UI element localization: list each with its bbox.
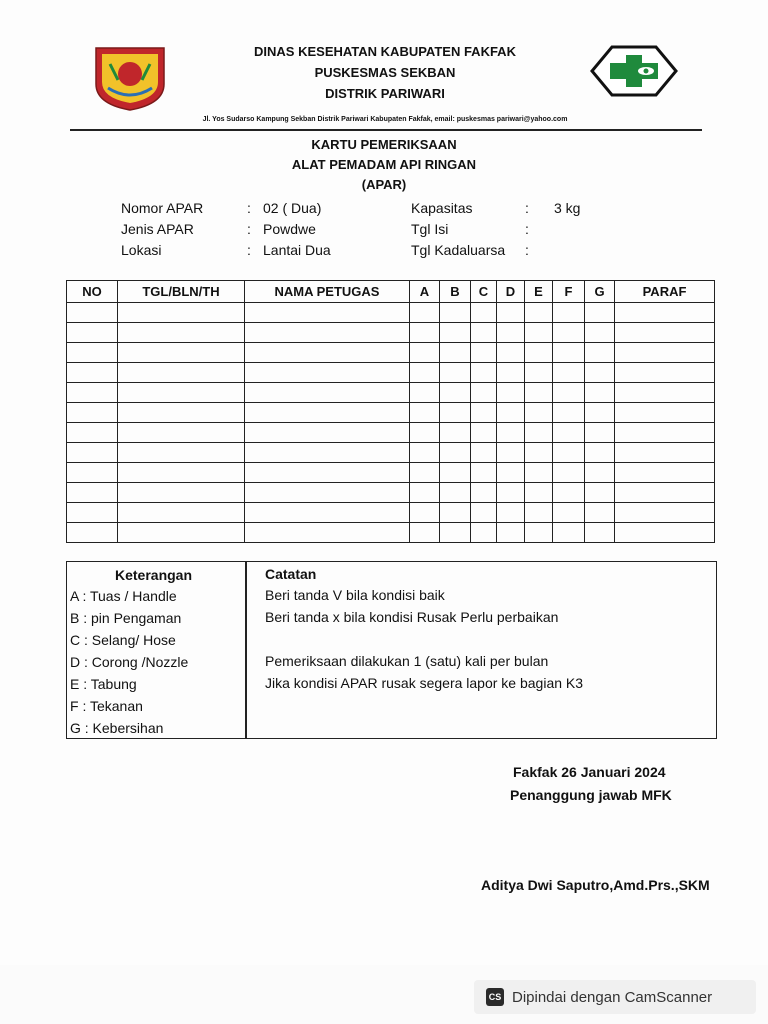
kapasitas-colon: : xyxy=(525,200,529,216)
card-title: KARTU PEMERIKSAAN xyxy=(311,137,457,152)
table-cell xyxy=(585,483,615,503)
col-header-e: E xyxy=(525,281,553,303)
table-cell xyxy=(553,383,585,403)
table-cell xyxy=(497,443,525,463)
table-cell xyxy=(67,383,118,403)
table-row xyxy=(67,523,715,543)
catatan-item: Pemeriksaan dilakukan 1 (satu) kali per bulan xyxy=(265,653,549,669)
col-header-g: G xyxy=(585,281,615,303)
table-cell xyxy=(118,483,245,503)
table-cell xyxy=(118,383,245,403)
table-cell xyxy=(585,463,615,483)
table-cell xyxy=(118,303,245,323)
table-cell xyxy=(525,423,553,443)
header-puskesmas: PUSKESMAS SEKBAN xyxy=(314,65,456,80)
table-cell xyxy=(410,383,440,403)
table-cell xyxy=(440,383,471,403)
table-cell xyxy=(410,503,440,523)
table-row xyxy=(67,403,715,423)
table-cell xyxy=(525,403,553,423)
signature-name: Aditya Dwi Saputro,Amd.Prs.,SKM xyxy=(481,877,710,893)
col-header-no: NO xyxy=(67,281,118,303)
table-cell xyxy=(525,523,553,543)
card-abbreviation: (APAR) xyxy=(361,177,407,192)
table-cell xyxy=(585,403,615,423)
keterangan-item: C : Selang/ Hose xyxy=(70,632,176,648)
header-address: Jl. Yos Sudarso Kampung Sekban Distrik Pariwari Kabupaten Fakfak, email: puskesmas pariwari@yahoo.com xyxy=(202,116,568,123)
table-cell xyxy=(553,483,585,503)
table-cell xyxy=(615,523,715,543)
tgl-isi-label: Tgl Isi xyxy=(411,221,449,237)
notes-divider xyxy=(245,562,247,738)
table-cell xyxy=(118,363,245,383)
camscanner-icon: CS xyxy=(486,988,504,1006)
table-cell xyxy=(245,403,410,423)
table-cell xyxy=(67,403,118,423)
table-cell xyxy=(471,383,497,403)
catatan-item: Beri tanda V bila kondisi baik xyxy=(265,587,445,603)
table-cell xyxy=(497,363,525,383)
table-cell xyxy=(471,303,497,323)
table-cell xyxy=(471,483,497,503)
table-cell xyxy=(118,323,245,343)
table-cell xyxy=(525,343,553,363)
table-cell xyxy=(585,323,615,343)
table-cell xyxy=(245,383,410,403)
col-header-f: F xyxy=(553,281,585,303)
table-cell xyxy=(410,443,440,463)
table-cell xyxy=(585,503,615,523)
table-row xyxy=(67,303,715,323)
table-cell xyxy=(615,483,715,503)
table-cell xyxy=(525,463,553,483)
table-cell xyxy=(67,323,118,343)
table-cell xyxy=(497,423,525,443)
catatan-title: Catatan xyxy=(265,566,317,582)
table-cell xyxy=(440,363,471,383)
table-cell xyxy=(497,463,525,483)
table-cell xyxy=(245,423,410,443)
table-cell xyxy=(497,503,525,523)
puskesmas-logo xyxy=(590,45,678,97)
table-cell xyxy=(615,423,715,443)
nomor-value: 02 ( Dua) xyxy=(263,200,322,216)
table-cell xyxy=(471,423,497,443)
table-cell xyxy=(245,523,410,543)
table-row xyxy=(67,363,715,383)
table-cell xyxy=(410,423,440,443)
table-cell xyxy=(497,343,525,363)
table-cell xyxy=(615,343,715,363)
jenis-label: Jenis APAR xyxy=(121,221,194,237)
kapasitas-value: 3 kg xyxy=(554,200,581,216)
table-cell xyxy=(497,303,525,323)
table-cell xyxy=(553,403,585,423)
table-cell xyxy=(410,463,440,483)
table-cell xyxy=(410,343,440,363)
table-cell xyxy=(553,443,585,463)
kadaluarsa-colon: : xyxy=(525,242,529,258)
table-row xyxy=(67,343,715,363)
table-cell xyxy=(440,323,471,343)
table-cell xyxy=(585,363,615,383)
table-cell xyxy=(553,463,585,483)
table-row xyxy=(67,463,715,483)
table-cell xyxy=(440,463,471,483)
table-cell xyxy=(67,463,118,483)
table-row xyxy=(67,323,715,343)
table-cell xyxy=(615,383,715,403)
table-cell xyxy=(67,443,118,463)
col-header-d: D xyxy=(497,281,525,303)
col-header-date: TGL/BLN/TH xyxy=(118,281,245,303)
table-cell xyxy=(245,323,410,343)
jenis-value: Powdwe xyxy=(263,221,316,237)
table-cell xyxy=(553,523,585,543)
table-cell xyxy=(118,403,245,423)
table-cell xyxy=(525,383,553,403)
table-cell xyxy=(440,523,471,543)
table-cell xyxy=(410,363,440,383)
table-cell xyxy=(245,443,410,463)
table-cell xyxy=(471,343,497,363)
table-cell xyxy=(497,483,525,503)
lokasi-colon: : xyxy=(247,242,251,258)
table-cell xyxy=(471,523,497,543)
table-cell xyxy=(497,403,525,423)
col-header-officer: NAMA PETUGAS xyxy=(245,281,410,303)
table-cell xyxy=(553,303,585,323)
table-cell xyxy=(67,423,118,443)
table-cell xyxy=(245,303,410,323)
camscanner-watermark xyxy=(474,980,756,1014)
table-cell xyxy=(67,503,118,523)
kapasitas-label: Kapasitas xyxy=(411,200,473,216)
table-cell xyxy=(525,503,553,523)
kadaluarsa-label: Tgl Kadaluarsa xyxy=(411,242,506,258)
signature-place-date: Fakfak 26 Januari 2024 xyxy=(513,764,666,780)
table-cell xyxy=(440,503,471,523)
signature-role: Penanggung jawab MFK xyxy=(510,787,672,803)
table-cell xyxy=(118,343,245,363)
table-cell xyxy=(471,463,497,483)
table-row xyxy=(67,383,715,403)
table-row xyxy=(67,423,715,443)
table-cell xyxy=(585,303,615,323)
table-cell xyxy=(245,503,410,523)
tgl-isi-colon: : xyxy=(525,221,529,237)
inspection-table xyxy=(66,280,715,543)
table-body xyxy=(67,303,715,543)
table-cell xyxy=(440,423,471,443)
table-cell xyxy=(245,343,410,363)
table-cell xyxy=(615,303,715,323)
table-cell xyxy=(245,463,410,483)
jenis-colon: : xyxy=(247,221,251,237)
table-header-row xyxy=(67,281,715,303)
table-row xyxy=(67,483,715,503)
camscanner-label: Dipindai dengan CamScanner xyxy=(512,988,713,1006)
table-cell xyxy=(585,523,615,543)
table-cell xyxy=(615,503,715,523)
header-divider xyxy=(70,129,702,131)
col-header-paraf: PARAF xyxy=(615,281,715,303)
table-row xyxy=(67,503,715,523)
keterangan-item: E : Tabung xyxy=(70,676,137,692)
table-cell xyxy=(585,343,615,363)
table-cell xyxy=(118,523,245,543)
table-cell xyxy=(67,363,118,383)
table-cell xyxy=(553,363,585,383)
table-cell xyxy=(118,443,245,463)
table-cell xyxy=(410,323,440,343)
table-cell xyxy=(471,443,497,463)
table-cell xyxy=(440,483,471,503)
table-cell xyxy=(440,343,471,363)
table-cell xyxy=(440,303,471,323)
regency-emblem-logo xyxy=(90,44,170,112)
table-cell xyxy=(615,463,715,483)
table-cell xyxy=(410,303,440,323)
table-cell xyxy=(410,523,440,543)
table-cell xyxy=(497,523,525,543)
table-cell xyxy=(471,323,497,343)
table-cell xyxy=(118,503,245,523)
table-cell xyxy=(553,323,585,343)
table-cell xyxy=(67,483,118,503)
col-header-c: C xyxy=(471,281,497,303)
nomor-colon: : xyxy=(247,200,251,216)
keterangan-item: B : pin Pengaman xyxy=(70,610,182,626)
keterangan-item: G : Kebersihan xyxy=(70,720,164,736)
table-cell xyxy=(410,403,440,423)
table-cell xyxy=(585,443,615,463)
table-cell xyxy=(553,343,585,363)
table-cell xyxy=(471,503,497,523)
col-header-a: A xyxy=(410,281,440,303)
table-cell xyxy=(553,503,585,523)
lokasi-value: Lantai Dua xyxy=(263,242,331,258)
table-cell xyxy=(471,403,497,423)
lokasi-label: Lokasi xyxy=(121,242,162,258)
table-cell xyxy=(245,363,410,383)
keterangan-item: D : Corong /Nozzle xyxy=(70,654,189,670)
card-subtitle: ALAT PEMADAM API RINGAN xyxy=(291,157,477,172)
table-cell xyxy=(67,343,118,363)
table-cell xyxy=(615,323,715,343)
keterangan-title: Keterangan xyxy=(115,567,193,583)
table-cell xyxy=(553,423,585,443)
notes-box xyxy=(66,561,717,739)
table-cell xyxy=(525,363,553,383)
table-cell xyxy=(67,303,118,323)
table-cell xyxy=(118,463,245,483)
header-district: DISTRIK PARIWARI xyxy=(325,86,445,101)
table-cell xyxy=(615,403,715,423)
col-header-b: B xyxy=(440,281,471,303)
keterangan-item: F : Tekanan xyxy=(70,698,143,714)
table-cell xyxy=(585,423,615,443)
catatan-item: Jika kondisi APAR rusak segera lapor ke bagian K3 xyxy=(265,675,584,691)
catatan-item: Beri tanda x bila kondisi Rusak Perlu perbaikan xyxy=(265,609,559,625)
table-cell xyxy=(525,323,553,343)
header-agency: DINAS KESEHATAN KABUPATEN FAKFAK xyxy=(254,44,516,59)
table-cell xyxy=(67,523,118,543)
table-cell xyxy=(471,363,497,383)
table-cell xyxy=(525,303,553,323)
table-cell xyxy=(440,443,471,463)
table-cell xyxy=(525,483,553,503)
table-cell xyxy=(497,323,525,343)
table-cell xyxy=(615,443,715,463)
table-cell xyxy=(615,363,715,383)
table-cell xyxy=(525,443,553,463)
table-cell xyxy=(497,383,525,403)
table-cell xyxy=(585,383,615,403)
table-row xyxy=(67,443,715,463)
nomor-label: Nomor APAR xyxy=(121,200,204,216)
table-cell xyxy=(245,483,410,503)
table-cell xyxy=(440,403,471,423)
table-cell xyxy=(410,483,440,503)
keterangan-item: A : Tuas / Handle xyxy=(70,588,177,604)
table-cell xyxy=(118,423,245,443)
